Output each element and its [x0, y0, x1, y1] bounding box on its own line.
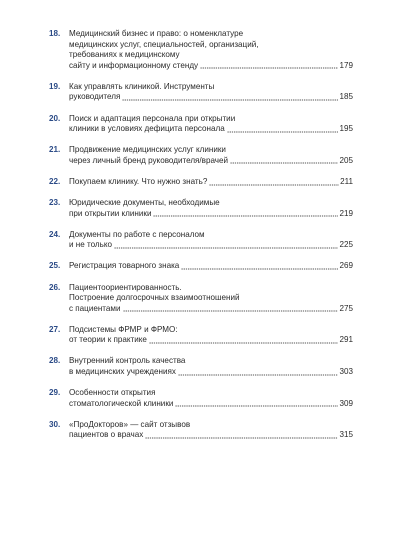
chapter-number: 22. [49, 176, 61, 186]
dot-leader [175, 399, 338, 407]
chapter-number: 30. [49, 419, 61, 429]
chapter-title-line: пациентов о врачах [69, 430, 144, 440]
chapter-title-line: через личный бренд руководителя/врачей [69, 155, 229, 165]
chapter-number: 29. [49, 388, 61, 398]
dot-leader [114, 241, 338, 249]
page-number: 315 [339, 430, 353, 440]
chapter-title-block [69, 325, 353, 346]
chapter-title-last-line [69, 399, 353, 410]
chapter-title-last-line [69, 304, 353, 315]
toc-entry [49, 82, 353, 103]
page-number: 291 [339, 335, 353, 345]
toc-entry [49, 145, 353, 166]
chapter-title-line: Продвижение медицинских услуг клиники [69, 145, 226, 155]
chapter-title-line: Юридические документы, необходимые [69, 198, 220, 208]
chapter-title-block [69, 283, 353, 315]
chapter-title-block [69, 230, 353, 251]
chapter-title-block [69, 29, 353, 71]
table-of-contents [49, 29, 353, 441]
chapter-title-last-line [69, 156, 353, 167]
chapter-title-line: сайту и информационному стенду [69, 60, 199, 70]
toc-entry [49, 420, 353, 441]
toc-entry [49, 177, 353, 188]
chapter-title-block [69, 420, 353, 441]
dot-leader [149, 336, 339, 344]
chapter-title-line: и не только [69, 240, 113, 250]
dot-leader [123, 304, 339, 312]
chapter-number: 18. [49, 29, 61, 38]
chapter-title-last-line [69, 209, 353, 220]
chapter-number: 27. [49, 324, 61, 334]
page-number: 303 [339, 367, 353, 377]
chapter-title-line: Подсистемы ФРМР и ФРМО: [69, 324, 178, 334]
toc-entry [49, 230, 353, 251]
dot-leader [209, 178, 339, 186]
chapter-number: 25. [49, 261, 61, 271]
chapter-title-line: Внутренний контроль качества [69, 356, 186, 366]
chapter-title-last-line [69, 61, 353, 72]
chapter-title-line: требованиях к медицинскому [69, 50, 180, 60]
chapter-title-block [69, 356, 353, 377]
dot-leader [122, 93, 338, 101]
chapter-title-line: Особенности открытия [69, 388, 156, 398]
chapter-number: 19. [49, 81, 61, 91]
chapter-title-last-line [69, 430, 353, 441]
page-number: 195 [339, 124, 353, 134]
dot-leader [227, 125, 339, 133]
dot-leader [178, 368, 339, 376]
toc-entry [49, 325, 353, 346]
toc-entry [49, 198, 353, 219]
chapter-title-block [69, 261, 353, 272]
dot-leader [200, 61, 338, 69]
chapter-title-block [69, 145, 353, 166]
chapter-title-line: Построение долгосрочных взаимоотношений [69, 293, 240, 303]
chapter-title-block [69, 114, 353, 135]
chapter-title-block [69, 82, 353, 103]
chapter-title-line: клиники в условиях дефицита персонала [69, 124, 225, 134]
chapter-title-line: Документы по работе с персоналом [69, 229, 205, 239]
toc-entry [49, 356, 353, 377]
chapter-title-last-line [69, 124, 353, 135]
chapter-number: 23. [49, 198, 61, 208]
page-number: 211 [340, 176, 353, 186]
dot-leader [181, 262, 338, 270]
chapter-title-line: стоматологической клиники [69, 398, 174, 408]
chapter-title-line: медицинских услуг, специальностей, организаций, [69, 39, 259, 49]
chapter-title-last-line [69, 367, 353, 378]
page-number: 219 [339, 208, 353, 218]
dot-leader [153, 209, 338, 217]
toc-entry [49, 283, 353, 315]
chapter-title-line: Поиск и адаптация персонала при открытии [69, 113, 236, 123]
chapter-title-line: Покупаем клинику. Что нужно знать? [69, 176, 208, 186]
chapter-title-line: в медицинских учреждениях [69, 367, 176, 377]
chapter-number: 20. [49, 113, 61, 123]
chapter-title-line: от теории к практике [69, 335, 147, 345]
chapter-title-block [69, 177, 353, 188]
toc-entry [49, 261, 353, 272]
toc-entry [49, 114, 353, 135]
chapter-title-line: Пациентоориентированность. [69, 282, 182, 292]
toc-entry [49, 29, 353, 71]
page-number: 205 [339, 155, 353, 165]
chapter-number: 26. [49, 282, 61, 292]
chapter-number: 24. [49, 229, 61, 239]
page-number: 179 [339, 60, 353, 70]
chapter-title-block [69, 198, 353, 219]
page-number: 275 [339, 303, 353, 313]
chapter-title-last-line [69, 335, 353, 346]
page-number: 225 [339, 240, 353, 250]
chapter-title-line: с пациентами [69, 303, 121, 313]
chapter-title-last-line [69, 261, 353, 272]
dot-leader [145, 431, 338, 439]
chapter-title-last-line [69, 177, 353, 188]
chapter-title-line: при открытии клиники [69, 208, 152, 218]
page-number: 269 [339, 261, 353, 271]
chapter-title-line: Медицинский бизнес и право: о номенклатуре [69, 29, 244, 38]
chapter-title-block [69, 388, 353, 409]
chapter-number: 28. [49, 356, 61, 366]
page-number: 185 [339, 92, 353, 102]
page-number: 309 [339, 398, 353, 408]
chapter-title-line: «ПроДокторов» — сайт отзывов [69, 419, 191, 429]
chapter-title-last-line [69, 240, 353, 251]
toc-entry [49, 388, 353, 409]
chapter-number: 21. [49, 145, 61, 155]
chapter-title-line: руководителя [69, 92, 121, 102]
chapter-title-last-line [69, 92, 353, 103]
chapter-title-line: Как управлять клиникой. Инструменты [69, 81, 215, 91]
chapter-title-line: Регистрация товарного знака [69, 261, 180, 271]
dot-leader [230, 156, 338, 164]
